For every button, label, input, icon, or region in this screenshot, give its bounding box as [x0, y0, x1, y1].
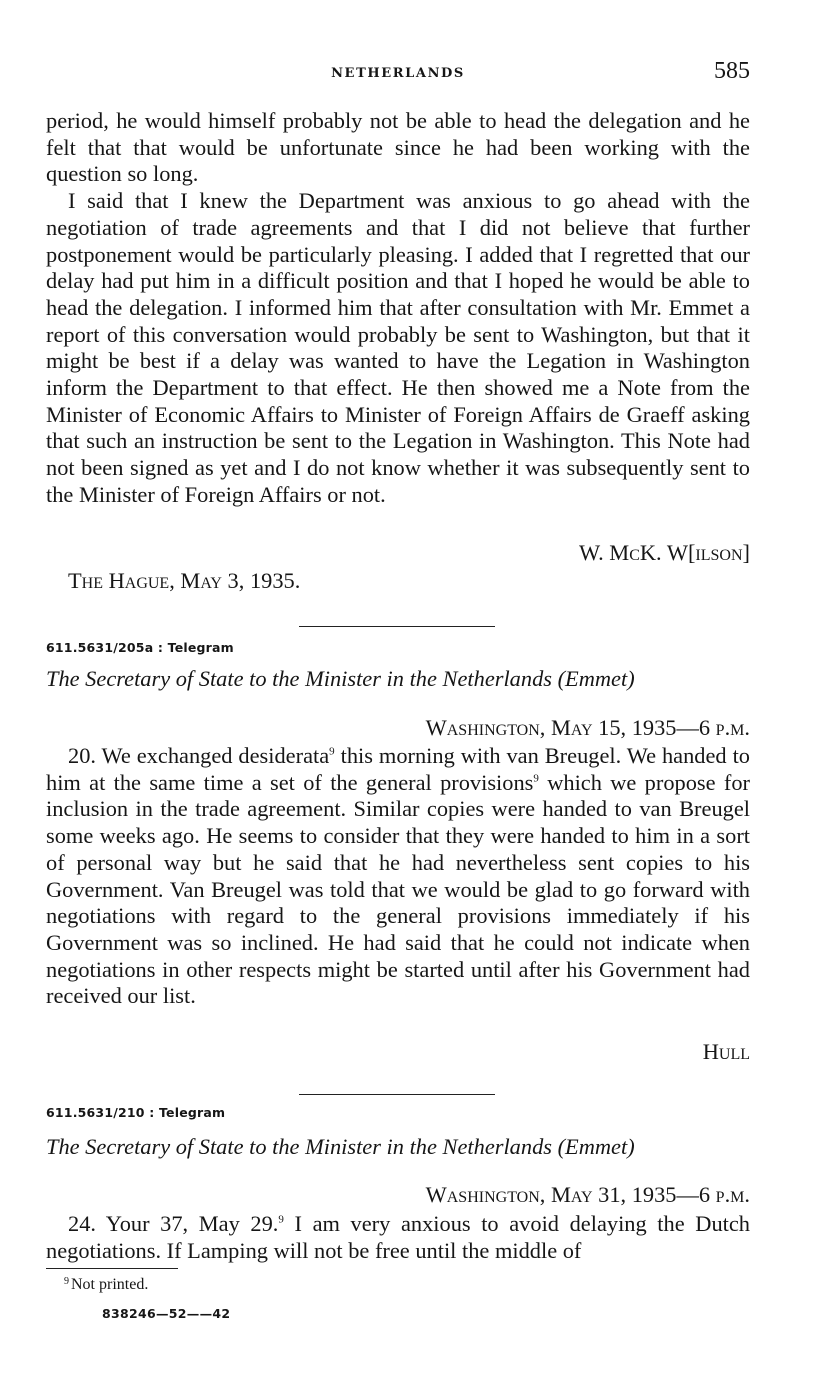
telegram-body — [46, 743, 750, 1010]
footnote-ref: 9 — [278, 1213, 284, 1226]
section-divider — [299, 1094, 495, 1095]
file-reference: 611.5631/210 : Telegram — [46, 1105, 226, 1120]
file-reference: 611.5631/205a : Telegram — [46, 640, 234, 655]
footnote-ref: 9 — [329, 745, 335, 758]
page-number: 585 — [714, 58, 750, 84]
text-segment: this morning with van Breugel. We handed to him at the same time a set of the general provisions — [46, 743, 750, 795]
print-code: 838246—52——42 — [102, 1306, 231, 1321]
dateline: Washington, May 31, 1935—6 p.m. — [425, 1182, 750, 1207]
telegram-paragraph — [46, 743, 750, 1010]
telegram-body — [46, 1211, 750, 1264]
text-segment: I am very anxious to avoid delaying the Dutch negotiations. If Lamping will not be free until the middle of — [46, 1211, 750, 1263]
text-segment: 20. We exchanged desiderata — [68, 743, 330, 768]
dateline: Washington, May 15, 1935—6 p.m. — [425, 715, 750, 740]
footnote-ref: 9 — [533, 772, 539, 785]
footnote-divider — [46, 1268, 178, 1269]
footnote-text: Not printed. — [71, 1276, 149, 1293]
memo-paragraph-2: I said that I knew the Department was anxious to go ahead with the negotiation of trade agreements and that I did not believe that further postponement would be particularly pleasing. I added that I regretted that our delay had put him in a difficult position and that I hoped he would be able to head the delegation. I informed him that after consultation with Mr. Emmet a report of this conversation would probably be sent to Washington, but that it might be best if a delay was wanted to have the Legation in Washington inform the Department to that effect. He then showed me a Note from the Minister of Economic Affairs to Minister of Foreign Affairs de Graeff asking that such an instruction be sent to the Legation in Washington. This Note had not been signed as yet and I do not know whether it was subsequently sent to the Minister of Foreign Affairs or not. — [46, 188, 750, 507]
telegram-paragraph — [46, 1211, 750, 1264]
running-head: NETHERLANDS — [331, 66, 465, 81]
footnote-mark: 9 — [64, 1276, 69, 1287]
memo-place-date: The Hague, May 3, 1935. — [68, 568, 301, 593]
text-segment: 24. Your 37, May 29. — [68, 1211, 279, 1236]
memo-signature: W. McK. W[ilson] — [579, 540, 750, 565]
memo-paragraph-1: period, he would himself probably not be able to head the delegation and he felt that that would be unfortunate since he had been working with the question so long. — [46, 108, 750, 187]
section-divider — [299, 626, 495, 627]
document-title: The Secretary of State to the Minister in the Netherlands (Emmet) — [46, 666, 635, 691]
telegram-signature: Hull — [702, 1039, 750, 1064]
document-title: The Secretary of State to the Minister in the Netherlands (Emmet) — [46, 1134, 635, 1159]
continued-memo — [46, 108, 750, 509]
text-segment: which we propose for inclusion in the trade agreement. Similar copies were handed to van Breugel some weeks ago. He seems to consider that they were handed to him in a sort of personal way but he said that he had nevertheless sent copies to his Government. Van Breugel was told that we would be glad to go forward with negotiations with regard to the general provisions immediately if his Government was so inclined. He had said that he could not indicate when negotiations in other respects might be started until after his Government had received our list. — [46, 769, 751, 1009]
page-header — [46, 58, 750, 92]
footnote — [64, 1276, 148, 1294]
